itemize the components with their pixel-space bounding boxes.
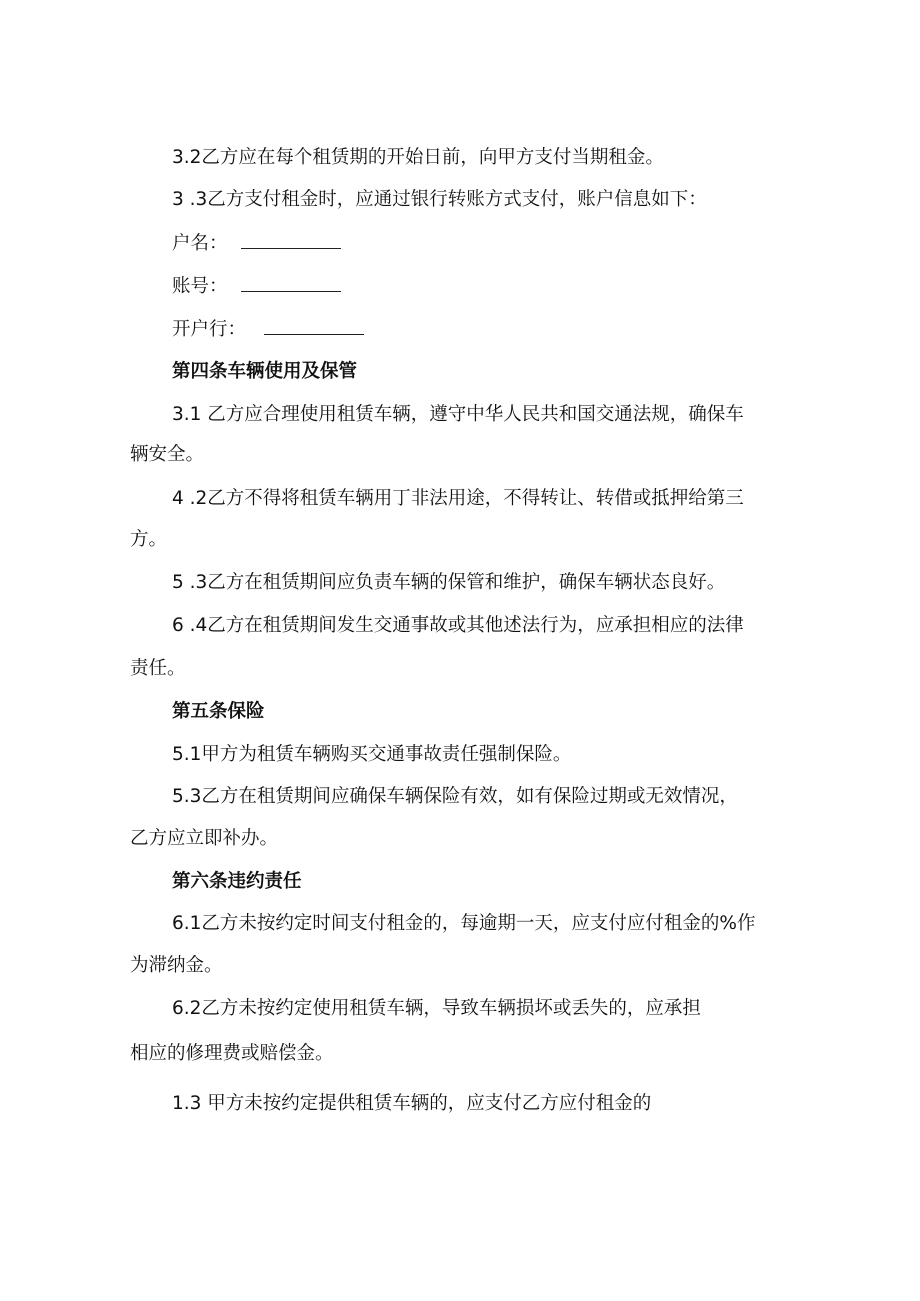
account-number-label: 账号： xyxy=(172,276,228,297)
paragraph-4-2a: 4 .2乙方不得将租赁车辆用丁非法用途，不得转让、转借或抵押给第三 xyxy=(172,488,744,509)
paragraph-1-3: 1.3 甲方未按约定提供租赁车辆的，应支付乙方应付租金的 xyxy=(172,1093,652,1114)
paragraph-4-1b: 辆安全。 xyxy=(130,444,205,465)
paragraph-6-1a: 6.1乙方未按约定时间支付租金的，每逾期一天，应支付应付租金的%作 xyxy=(172,913,756,934)
paragraph-5-1: 5.1甲方为租赁车辆购买交通事故责任强制保险。 xyxy=(172,744,572,765)
account-number-field xyxy=(172,273,341,299)
paragraph-4-4a: 6 .4乙方在租赁期间发生交通事故或其他述法行为，应承担相应的法律 xyxy=(172,615,744,636)
paragraph-6-2b: 相应的修理费或赔偿金。 xyxy=(130,1043,334,1064)
paragraph-6-2a: 6.2乙方未按约定使用租赁车辆，导致车辆损坏或丢失的，应承担 xyxy=(172,998,701,1019)
account-name-label: 户名： xyxy=(172,233,228,254)
section-heading-5: 第五条保险 xyxy=(172,701,265,722)
bank-label: 开户行： xyxy=(172,319,247,340)
account-number-blank xyxy=(241,273,341,292)
paragraph-4-2b: 方。 xyxy=(130,529,168,550)
bank-field xyxy=(172,316,364,342)
account-name-field xyxy=(172,230,341,256)
paragraph-4-3: 5 .3乙方在租赁期间应负责车辆的保管和维护，确保车辆状态良好。 xyxy=(172,572,726,593)
bank-blank xyxy=(264,316,364,335)
paragraph-4-1a: 3.1 乙方应合理使用租赁车辆，遵守中华人民共和国交通法规，确保车 xyxy=(172,404,744,425)
section-heading-4: 第四条车辆使用及保管 xyxy=(172,361,358,382)
section-heading-6: 第六条违约责任 xyxy=(172,871,302,892)
account-name-blank xyxy=(241,230,341,249)
paragraph-3-3: 3 .3乙方支付租金时，应通过银行转账方式支付，账户信息如下： xyxy=(172,189,707,210)
paragraph-3-2: 3.2乙方应在每个租赁期的开始日前，向甲方支付当期租金。 xyxy=(172,147,664,168)
paragraph-5-3a: 5.3乙方在租赁期间应确保车辆保险有效，如有保险过期或无效情况， xyxy=(172,786,738,807)
paragraph-4-4b: 责任。 xyxy=(130,658,186,679)
paragraph-5-3b: 乙方应立即补办。 xyxy=(130,828,279,849)
paragraph-6-1b: 为滞纳金。 xyxy=(130,955,223,976)
